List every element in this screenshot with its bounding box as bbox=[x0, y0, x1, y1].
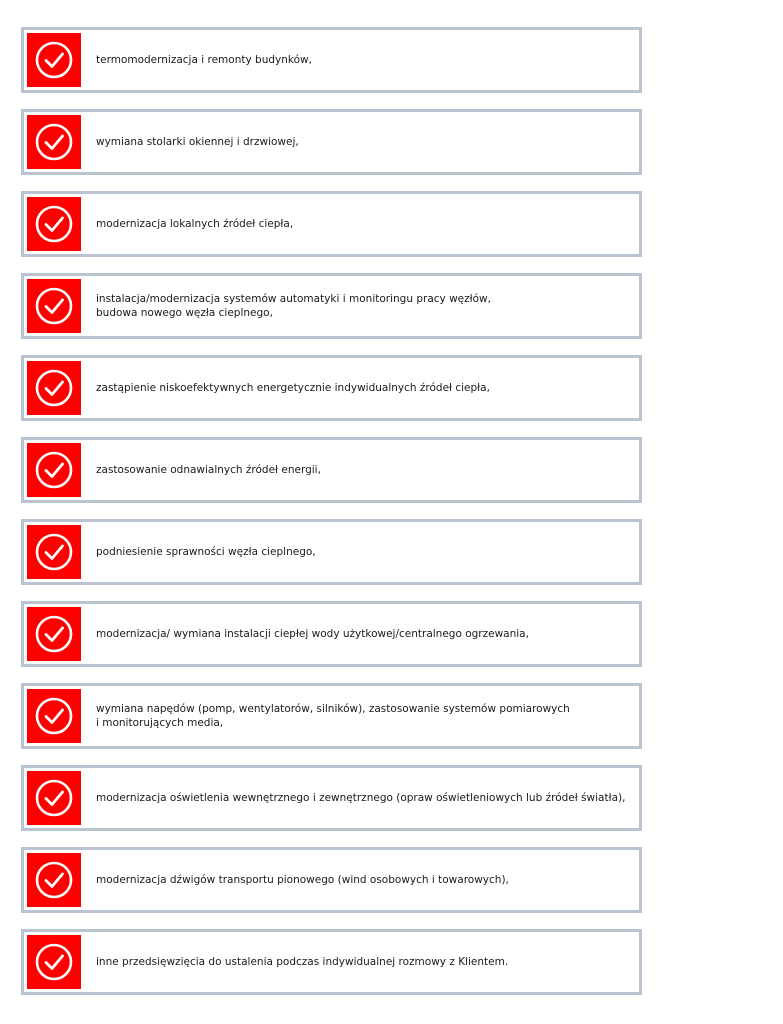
list-item-text bbox=[96, 30, 629, 90]
list-item-line: modernizacja dźwigów transportu pionowego (wind osobowych i towarowych), bbox=[96, 874, 509, 886]
list-item bbox=[21, 601, 642, 667]
check-circle-icon bbox=[27, 115, 81, 169]
list-item-text bbox=[96, 932, 629, 992]
check-circle-icon bbox=[27, 443, 81, 497]
list-item bbox=[21, 929, 642, 995]
list-item-text bbox=[96, 686, 629, 746]
list-item-line: zastosowanie odnawialnych źródeł energii, bbox=[96, 464, 321, 476]
list-item-text bbox=[96, 112, 629, 172]
list-item-line: instalacja/modernizacja systemów automatyki i monitoringu pracy węzłów, bbox=[96, 293, 491, 305]
list-item bbox=[21, 27, 642, 93]
check-circle-icon bbox=[27, 689, 81, 743]
list-item-line: wymiana stolarki okiennej i drzwiowej, bbox=[96, 136, 299, 148]
list-item-line: inne przedsięwzięcia do ustalenia podczas indywidualnej rozmowy z Klientem. bbox=[96, 956, 509, 968]
list-item bbox=[21, 273, 642, 339]
list-item bbox=[21, 109, 642, 175]
check-circle-icon bbox=[27, 361, 81, 415]
list-item bbox=[21, 355, 642, 421]
check-circle-icon bbox=[27, 279, 81, 333]
list-item-line: modernizacja oświetlenia wewnętrznego i zewnętrznego (opraw oświetleniowych lub źródeł światła), bbox=[96, 792, 626, 804]
list-item bbox=[21, 847, 642, 913]
list-item-line: podniesienie sprawności węzła cieplnego, bbox=[96, 546, 316, 558]
list-item bbox=[21, 519, 642, 585]
check-circle-icon bbox=[27, 935, 81, 989]
list-item-text bbox=[96, 440, 629, 500]
list-item-line: budowa nowego węzła cieplnego, bbox=[96, 307, 273, 319]
list-item-text bbox=[96, 768, 629, 828]
list-item-line: wymiana napędów (pomp, wentylatorów, silników), zastosowanie systemów pomiarowych bbox=[96, 703, 570, 715]
list-item-text bbox=[96, 358, 629, 418]
list-item-text bbox=[96, 850, 629, 910]
list-item-text bbox=[96, 604, 629, 664]
list-item-line: termomodernizacja i remonty budynków, bbox=[96, 54, 312, 66]
list-item-text bbox=[96, 276, 629, 336]
check-circle-icon bbox=[27, 197, 81, 251]
list-item bbox=[21, 765, 642, 831]
list-item-line: zastąpienie niskoefektywnych energetycznie indywidualnych źródeł ciepła, bbox=[96, 382, 490, 394]
check-circle-icon bbox=[27, 771, 81, 825]
check-circle-icon bbox=[27, 33, 81, 87]
list-item-line: modernizacja/ wymiana instalacji ciepłej wody użytkowej/centralnego ogrzewania, bbox=[96, 628, 529, 640]
list-item-line: i monitorujących media, bbox=[96, 717, 224, 729]
list-item-text bbox=[96, 522, 629, 582]
check-circle-icon bbox=[27, 525, 81, 579]
list-item-text bbox=[96, 194, 629, 254]
list-item bbox=[21, 683, 642, 749]
list-item bbox=[21, 191, 642, 257]
list-item bbox=[21, 437, 642, 503]
list-item-line: modernizacja lokalnych źródeł ciepła, bbox=[96, 218, 294, 230]
check-circle-icon bbox=[27, 607, 81, 661]
check-circle-icon bbox=[27, 853, 81, 907]
